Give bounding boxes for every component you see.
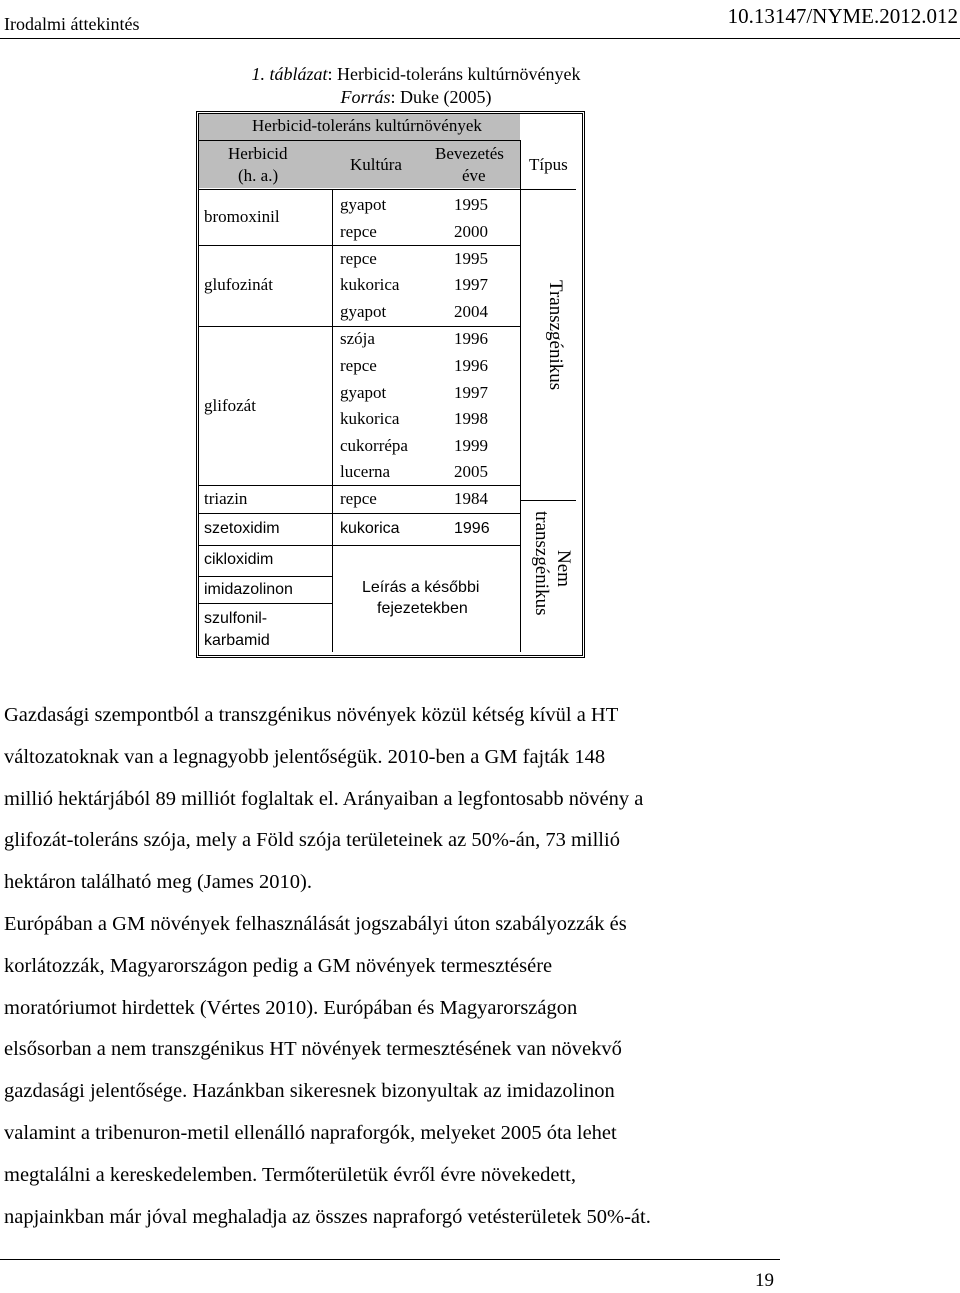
col-divider	[520, 140, 521, 652]
crop-cell: gyapot	[340, 383, 387, 402]
group-divider	[199, 485, 520, 486]
col-herbicide-header-2: (h. a.)	[238, 166, 279, 185]
type-transgenic: Transzgénikus	[545, 280, 566, 391]
col-type-header: Típus	[529, 155, 568, 174]
crop-cell: gyapot	[340, 302, 387, 321]
crop-cell: kukorica	[340, 409, 400, 428]
header-divider	[199, 140, 520, 141]
year-cell: 1996	[454, 329, 488, 348]
year-cell: 2005	[454, 462, 488, 481]
running-header-section: Irodalmi áttekintés	[4, 14, 140, 34]
row-divider	[199, 603, 332, 604]
header-rule	[0, 38, 960, 39]
herbicide-name: glifozát	[204, 396, 256, 415]
col-crop-header: Kultúra	[350, 155, 402, 174]
group-divider	[199, 326, 520, 327]
body-line: millió hektárjából 89 milliót foglaltak el. Arányaiban a legfontosabb növény a	[4, 787, 644, 810]
body-line: moratóriumot hirdettek (Vértes 2010). Európában és Magyarországon	[4, 996, 578, 1019]
herbicide-name: szulfonil-	[204, 610, 268, 627]
year-cell: 1999	[454, 436, 488, 455]
type-nontransgenic-1: Nem	[553, 550, 574, 587]
year-cell: 1984	[454, 489, 488, 508]
crop-cell: kukorica	[340, 520, 400, 537]
group-divider	[199, 513, 520, 514]
col-divider	[332, 354, 333, 652]
body-line: elsősorban a nem transzgénikus HT növények termesztésének van növekvő	[4, 1038, 622, 1061]
body-line: glifozát-toleráns szója, mely a Föld szója területeinek az 50%-án, 73 millió	[4, 829, 620, 852]
col-divider	[332, 189, 333, 326]
body-line: megtalálni a kereskedelemben. Termőterületük évről évre növekedett,	[4, 1163, 576, 1186]
year-cell: 1996	[454, 356, 488, 375]
col-herbicide-header-1: Herbicid	[228, 144, 288, 163]
footer-rule	[0, 1259, 780, 1260]
row-divider	[199, 576, 332, 577]
body-line: változatoknak van a legnagyobb jelentőségük. 2010-ben a GM fajták 148	[4, 745, 606, 768]
running-header-doi: 10.13147/NYME.2012.012	[727, 4, 958, 28]
year-cell: 2000	[454, 222, 488, 241]
crop-cell: repce	[340, 222, 377, 241]
crop-cell: kukorica	[340, 275, 400, 294]
year-cell: 1995	[454, 195, 488, 214]
herbicide-name: szetoxidim	[204, 520, 280, 537]
col-divider	[332, 326, 333, 354]
body-line: Gazdasági szempontból a transzgénikus növények közül kétség kívül a HT	[4, 704, 619, 726]
table-source-text: : Duke (2005)	[390, 87, 492, 107]
crop-cell: repce	[340, 489, 377, 508]
body-line: Európában a GM növények felhasználását jogszabályi úton szabályozzák és	[4, 912, 627, 935]
year-cell: 2004	[454, 302, 488, 321]
col-year-header-2: éve	[462, 166, 486, 185]
herbicide-name: cikloxidim	[204, 551, 274, 568]
herbicide-name: karbamid	[204, 632, 270, 649]
herbicide-name: imidazolinon	[204, 581, 293, 598]
group-divider	[199, 245, 520, 246]
body-line: napjainkban már jóval meghaladja az összes napraforgó vetésterületek 50%-át.	[4, 1205, 651, 1228]
body-line: gazdasági jelentősége. Hazánkban sikeresnek bizonyultak az imidazolinon	[4, 1080, 615, 1103]
table-source	[0, 86, 832, 108]
crop-cell: repce	[340, 249, 377, 268]
page-number: 19	[755, 1270, 774, 1291]
body-text	[4, 695, 774, 1238]
crop-cell: szója	[340, 329, 375, 348]
described-later-note: Leírás a későbbi	[362, 579, 480, 596]
body-line: valamint a tribenuron-metil ellenálló napraforgók, melyeket 2005 óta lehet	[4, 1121, 617, 1144]
year-cell: 1996	[454, 520, 490, 537]
table-caption-title: : Herbicid-toleráns kultúrnövények	[327, 64, 581, 84]
crop-cell: lucerna	[340, 462, 391, 481]
table-caption-prefix: 1. táblázat	[251, 64, 328, 84]
herbicide-name: bromoxinil	[204, 207, 280, 226]
herbicide-name: triazin	[204, 489, 248, 508]
year-cell: 1998	[454, 409, 488, 428]
year-cell: 1995	[454, 249, 488, 268]
table-super-header: Herbicid-toleráns kultúrnövények	[252, 116, 482, 135]
crop-cell: gyapot	[340, 195, 387, 214]
herbicide-name: glufozinát	[204, 275, 273, 294]
group-divider	[199, 545, 520, 546]
crop-cell: repce	[340, 356, 377, 375]
crop-cell: cukorrépa	[340, 436, 408, 455]
table-source-label: Forrás	[340, 87, 391, 107]
described-later-note: fejezetekben	[377, 600, 468, 617]
type-nontransgenic-2: transzgénikus	[531, 511, 552, 616]
year-cell: 1997	[454, 383, 488, 402]
year-cell: 1997	[454, 275, 488, 294]
type-divider	[520, 500, 576, 501]
body-line: korlátozzák, Magyarországon pedig a GM növények termesztésére	[4, 954, 553, 977]
col-year-header-1: Bevezetés	[435, 144, 504, 163]
table-caption	[0, 63, 832, 85]
body-line: hektáron található meg (James 2010).	[4, 871, 312, 894]
